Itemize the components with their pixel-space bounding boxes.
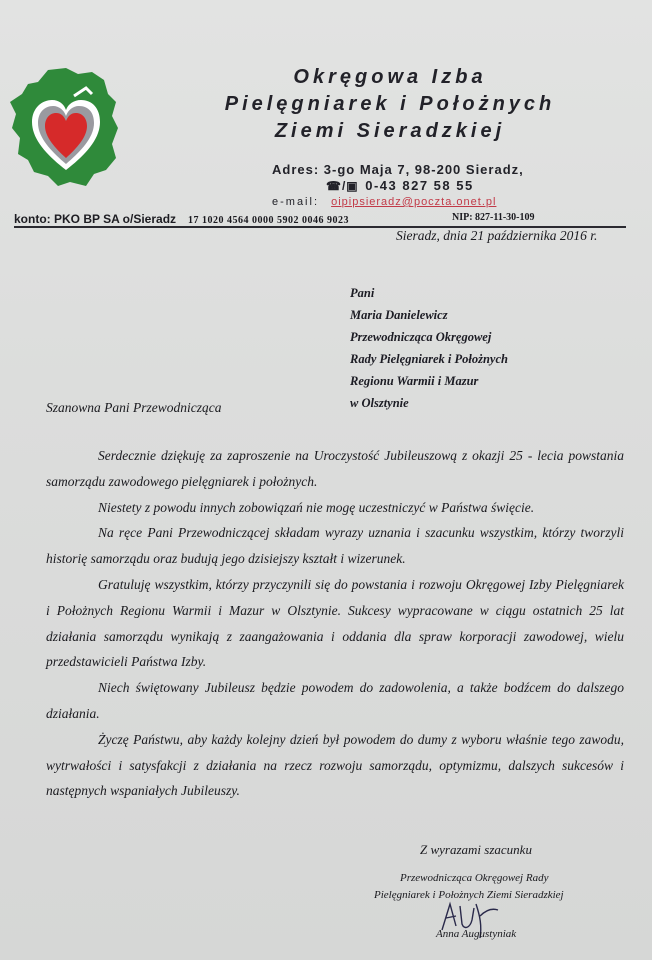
- organization-name-line2: Pielęgniarek i Położnych: [224, 93, 556, 115]
- bank-account-number: 17 1020 4564 0000 5902 0046 9023: [188, 215, 350, 226]
- signatory-title-line2: Pielęgniarek i Położnych Ziemi Sieradzkiej: [374, 889, 564, 901]
- organization-name-line3: Ziemi Sieradzkiej: [274, 120, 506, 142]
- recipient-line: Maria Danielewicz: [350, 308, 448, 322]
- organization-logo: [8, 66, 120, 188]
- body-paragraph: Serdecznie dziękuję za zaproszenie na Uroczystość Jubileuszową z okazji 25 - lecia powstania samorządu zawodowego pielęgniarek i położnych.: [46, 448, 624, 489]
- phone-fax-line: [326, 178, 474, 193]
- recipient-line: Regionu Warmii i Mazur: [350, 374, 479, 388]
- body-paragraph: Życzę Państwu, aby każdy kolejny dzień był powodem do dumy z wyboru właśnie tego zawodu, wytrwałości i satysfakcji z działania na rzecz rozwoju samorządu, optymizmu, dalszych sukcesów i następnych wspaniałych Jubileuszy.: [46, 731, 624, 799]
- recipient-block: [350, 282, 508, 414]
- body-paragraph: Na ręce Pani Przewodniczącej składam wyrazy uznania i szacunku wszystkim, którzy tworzyli historię samorządu oraz budują jego dzisiejszy kształt i wizerunek.: [46, 525, 624, 567]
- bank-account-label: konto: PKO BP SA o/Sieradz: [14, 212, 177, 226]
- organization-address: Adres: 3-go Maja 7, 98-200 Sieradz,: [272, 162, 524, 177]
- email-line: [272, 196, 496, 208]
- organization-name-line1: Okręgowa Izba: [293, 66, 487, 88]
- tax-id: NIP: 827-11-30-109: [452, 212, 535, 223]
- recipient-line: Rady Pielęgniarek i Położnych: [350, 352, 508, 366]
- body-paragraph: Niestety z powodu innych zobowiązań nie mogę uczestniczyć w Państwa święcie.: [98, 499, 535, 515]
- body-paragraph: Gratuluję wszystkim, którzy przyczynili się do powstania i rozwoju Okręgowej Izby Pielęgniarek i Położnych Regionu Warmii i Mazur w Olsztynie. Sukcesy wypracowane w ciągu ostatnich 25 lat działania samorządu wynikają z zaangażowania i oddania dla spraw korporacji zawodowej, wielu przedstawicieli Państwa Izby.: [46, 576, 624, 670]
- signatory-title-line1: Przewodnicząca Okręgowej Rady: [400, 872, 549, 884]
- email-link[interactable]: oipipsieradz@poczta.onet.pl: [331, 196, 497, 208]
- body-paragraph: Niech świętowany Jubileusz będzie powodem do zadowolenia, a także bodźcem do dalszego działania.: [46, 680, 624, 721]
- letter-body: [46, 443, 624, 804]
- recipient-line: w Olsztynie: [350, 396, 409, 410]
- letter-date: Sieradz, dnia 21 października 2016 r.: [396, 228, 598, 243]
- closing-phrase: Z wyrazami szacunku: [420, 842, 532, 857]
- recipient-line: Pani: [350, 286, 375, 300]
- salutation: Szanowna Pani Przewodnicząca: [46, 400, 222, 415]
- recipient-line: Przewodnicząca Okręgowej: [350, 330, 492, 344]
- signatory-name: Anna Augustyniak: [436, 928, 517, 940]
- phone-number: 0-43 827 58 55: [365, 178, 474, 193]
- phone-fax-icon: ☎/▣: [326, 179, 359, 193]
- email-label: e-mail:: [272, 196, 320, 208]
